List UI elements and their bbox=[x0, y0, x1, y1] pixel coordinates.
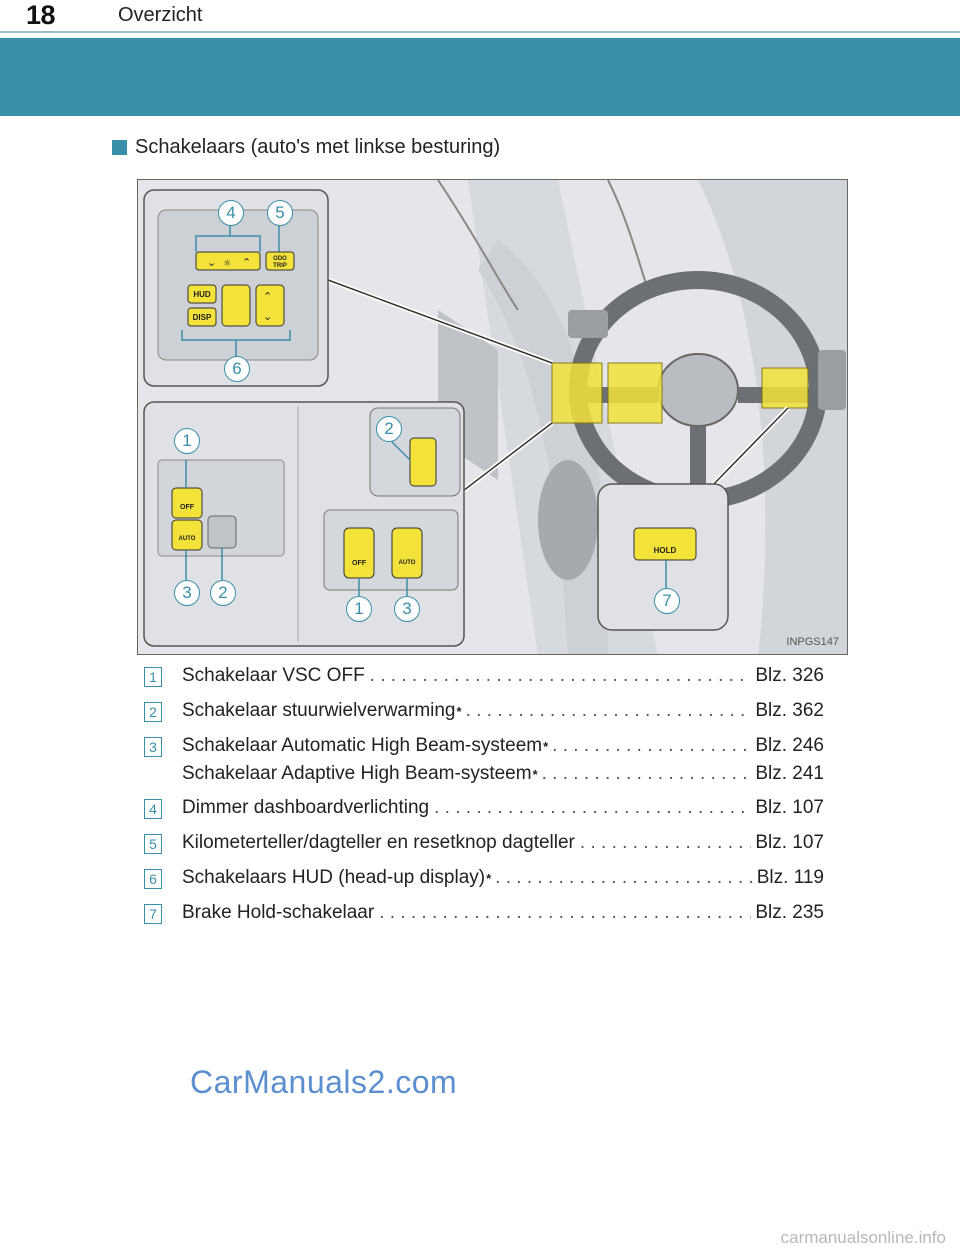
vsc-off-label: OFF bbox=[180, 504, 194, 511]
callout-7: 7 bbox=[654, 588, 680, 614]
header-band bbox=[0, 38, 960, 116]
leader-dots bbox=[552, 735, 751, 757]
item-page-ref[interactable]: Blz. 119 bbox=[756, 867, 824, 888]
leader-dots bbox=[434, 797, 751, 819]
disp-label: DISP bbox=[192, 313, 212, 322]
section-heading bbox=[112, 136, 500, 159]
leader-dots bbox=[370, 665, 752, 687]
list-item bbox=[144, 832, 824, 867]
page-number: 18 bbox=[26, 0, 56, 30]
leader-dots bbox=[466, 700, 752, 722]
item-page-ref[interactable]: Blz. 326 bbox=[755, 665, 824, 686]
leader-dots bbox=[379, 902, 751, 924]
svg-text:⌃: ⌃ bbox=[263, 290, 273, 303]
item-page-ref[interactable]: Blz. 107 bbox=[755, 832, 824, 853]
item-text: Dimmer dashboardverlichting bbox=[182, 797, 430, 818]
item-number: 4 bbox=[144, 799, 162, 819]
heading-text: Schakelaars (auto's met linkse besturing) bbox=[135, 136, 501, 158]
heading-square-icon bbox=[112, 140, 127, 155]
item-number: 1 bbox=[144, 667, 162, 687]
dashboard-illustration bbox=[137, 179, 848, 655]
item-page-ref-secondary[interactable]: Blz. 241 bbox=[755, 763, 824, 784]
svg-text:⌄: ⌄ bbox=[207, 256, 217, 269]
item-text: Schakelaar Automatic High Beam-systeem bbox=[182, 735, 543, 756]
odo-trip-label: ODO TRIP bbox=[273, 256, 287, 269]
leader-dots bbox=[580, 832, 751, 854]
callout-6: 6 bbox=[224, 356, 250, 382]
svg-text:⌄: ⌄ bbox=[263, 310, 273, 323]
item-page-ref[interactable]: Blz. 246 bbox=[755, 735, 824, 756]
hold-label: HOLD bbox=[653, 546, 677, 555]
callout-5: 5 bbox=[267, 200, 293, 226]
callout-1: 1 bbox=[174, 428, 200, 454]
item-number: 7 bbox=[144, 904, 162, 924]
dashboard-drawing bbox=[138, 180, 848, 655]
item-page-ref[interactable]: Blz. 362 bbox=[755, 700, 824, 721]
header-divider bbox=[0, 31, 960, 33]
item-star: * bbox=[456, 704, 462, 719]
footer-watermark[interactable]: carmanualsonline.info bbox=[780, 1228, 946, 1247]
auto-label-2: AUTO bbox=[398, 560, 416, 566]
leader-dots bbox=[542, 763, 752, 785]
callout-1b: 1 bbox=[346, 596, 372, 622]
item-number: 5 bbox=[144, 834, 162, 854]
item-text: Kilometerteller/dagteller en resetknop dagteller bbox=[182, 832, 575, 853]
list-item bbox=[144, 735, 824, 797]
item-page-ref[interactable]: Blz. 235 bbox=[755, 902, 824, 923]
item-number: 2 bbox=[144, 702, 162, 722]
svg-text:⌃: ⌃ bbox=[242, 256, 252, 269]
item-text: Schakelaar VSC OFF bbox=[182, 665, 365, 686]
callout-3b: 3 bbox=[394, 596, 420, 622]
item-number: 6 bbox=[144, 869, 162, 889]
leader-dots bbox=[495, 867, 753, 889]
watermark-carmanuals[interactable]: CarManuals2.com bbox=[190, 1064, 458, 1100]
figure-code: INPGS147 bbox=[786, 636, 839, 648]
callout-4: 4 bbox=[218, 200, 244, 226]
page-header bbox=[0, 0, 960, 30]
list-item bbox=[144, 902, 824, 937]
list-item bbox=[144, 665, 824, 700]
item-star: * bbox=[486, 871, 492, 886]
item-page-ref[interactable]: Blz. 107 bbox=[755, 797, 824, 818]
callout-2: 2 bbox=[210, 580, 236, 606]
auto-label: AUTO bbox=[178, 536, 196, 542]
callout-3: 3 bbox=[174, 580, 200, 606]
item-star: * bbox=[543, 739, 549, 754]
list-item bbox=[144, 700, 824, 735]
item-star: * bbox=[532, 767, 538, 782]
section-title: Overzicht bbox=[118, 4, 203, 26]
item-text: Brake Hold-schakelaar bbox=[182, 902, 375, 923]
item-text-secondary: Schakelaar Adaptive High Beam-systeem bbox=[182, 763, 532, 784]
list-item bbox=[144, 867, 824, 902]
callout-2b: 2 bbox=[376, 416, 402, 442]
item-number: 3 bbox=[144, 737, 162, 757]
item-text: Schakelaar stuurwielverwarming bbox=[182, 700, 456, 721]
list-item bbox=[144, 797, 824, 832]
vsc-off-label-2: OFF bbox=[352, 560, 366, 567]
item-text: Schakelaars HUD (head-up display) bbox=[182, 867, 486, 888]
svg-text:☼: ☼ bbox=[223, 259, 232, 269]
hud-label: HUD bbox=[193, 290, 211, 299]
switch-list bbox=[144, 665, 824, 937]
